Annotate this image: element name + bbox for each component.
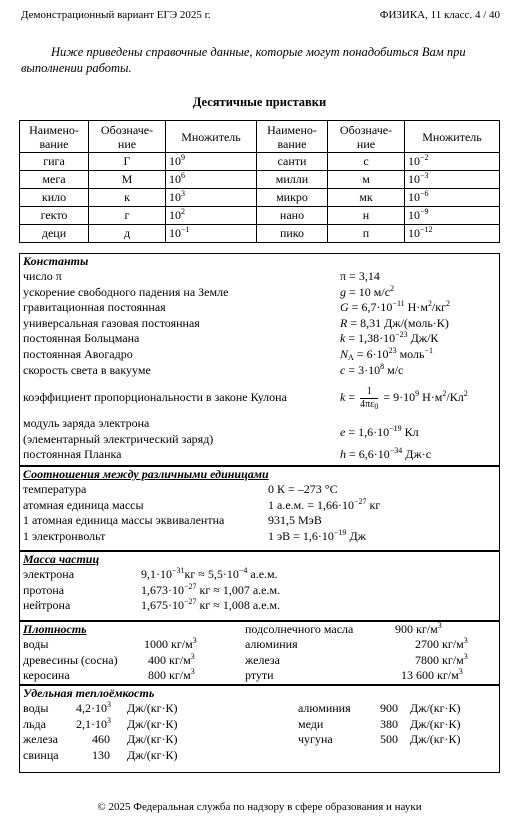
constants-box <box>19 253 500 466</box>
heat-box <box>19 685 500 773</box>
prefixes-header-row <box>20 121 500 153</box>
prefix-symbol: мк <box>328 189 405 207</box>
prefix-name: гига <box>20 153 89 171</box>
density-row: воды 1000 $кг/м^3$ алюминия 2700 $кг/м^3$ <box>23 636 468 651</box>
density-row: Плотность подсолнечного масла 900 $кг/м^3$ <box>23 621 442 636</box>
mass-row: электрона $9,1\cdot 10^{-31}кг \approx 5,5\cdot 10^{-4}$ а.е.м. <box>23 566 278 581</box>
constant-row: (элементарный электрический заряд) $e = 1,6\cdot 10^{-19}$ Кл <box>23 423 419 446</box>
conversions-box <box>19 466 500 551</box>
prefix-name: санти <box>257 153 328 171</box>
prefix-symbol: м <box>328 171 405 189</box>
constant-row: постоянная Больцмана $k = 1,38\cdot 10^{-23}$ Дж/К <box>23 330 439 346</box>
density-row: древесины (сосна) 400 $кг/м^3$ железа 7800 $кг/м^3$ <box>23 651 468 667</box>
prefix-row <box>20 207 500 225</box>
col-header: Обозначе-ние <box>328 121 405 153</box>
page-footer: © 2025 Федеральная служба по надзору в сфере образования и науки <box>97 801 422 813</box>
header-left: Демонстрационный вариант ЕГЭ 2025 г. <box>21 9 211 21</box>
prefix-name: нано <box>257 207 328 225</box>
prefix-symbol: п <box>328 225 405 243</box>
heat-row: воды $4,2\cdot 10^3$ Дж/(кг·К) алюминия 900 Дж/(кг·К) <box>23 700 461 715</box>
masses-box <box>19 551 500 621</box>
mass-row: протона $1,673\cdot 10^{-27}$ кг ≈ 1,007 а.е.м. <box>23 581 281 597</box>
constant-row: коэффициент пропорциональности в законе Кулона k = $\frac{1}{4\pi\varepsilon_0}$ = $9\cdot 10^9$ $Н\cdot м^2/Кл^2$ <box>23 385 468 411</box>
prefix-multiplier: $10^{-2}$ <box>405 153 500 171</box>
conversion-row: 1 электронвольт 1 эВ = $1,6\cdot 10^{-19}$ Дж <box>23 527 366 543</box>
prefix-name: милли <box>257 171 328 189</box>
prefix-symbol: г <box>89 207 166 225</box>
prefix-multiplier: $10^{-9}$ <box>405 207 500 225</box>
prefix-symbol: д <box>89 225 166 243</box>
prefix-row <box>20 171 500 189</box>
prefix-symbol: с <box>328 153 405 171</box>
mass-row: нейтрона $1,675\cdot 10^{-27}$ кг ≈ 1,008 а.е.м. <box>23 597 281 613</box>
col-header: Обозначе-ние <box>89 121 166 153</box>
masses-title: Масса частиц <box>23 552 100 566</box>
prefix-name: кило <box>20 189 89 207</box>
prefix-multiplier: $10^{-12}$ <box>405 225 500 243</box>
conversion-row: 1 атомная единица массы эквивалентна 931,5 МэВ <box>23 513 322 528</box>
prefix-symbol: к <box>89 189 166 207</box>
constant-row: постоянная Авогадро $N_A = 6\cdot 10^{23}$ моль$^{-1}$ <box>23 345 433 362</box>
prefix-multiplier: $10^6$ <box>166 171 257 189</box>
prefixes-title: Десятичные приставки <box>192 95 327 109</box>
col-header: Множитель <box>166 121 257 153</box>
prefix-name: пико <box>257 225 328 243</box>
conversions-title: Соотношения между различными единицами <box>23 467 269 481</box>
prefix-symbol: М <box>89 171 166 189</box>
heat-row: льда $2,1\cdot 10^3$ Дж/(кг·К) меди 380 Дж/(кг·К) <box>23 715 461 731</box>
prefix-symbol: Г <box>89 153 166 171</box>
constant-row: модуль заряда электрона <box>23 416 150 431</box>
prefix-row <box>20 225 500 243</box>
prefix-multiplier: $10^{-6}$ <box>405 189 500 207</box>
prefix-symbol: н <box>328 207 405 225</box>
constant-row: гравитационная постоянная $G = 6,7\cdot 10^{-11}$ $Н\cdot м^2/кг^2$ <box>23 299 451 315</box>
prefix-row <box>20 189 500 207</box>
prefix-multiplier: $10^2$ <box>166 207 257 225</box>
prefixes-table <box>19 120 500 243</box>
density-row: керосина 800 $кг/м^3$ ртути 13 600 $кг/м^3$ <box>23 667 463 683</box>
prefix-multiplier: $10^9$ <box>166 153 257 171</box>
constant-row: скорость света в вакууме $c = 3\cdot 10^8$ м/с <box>23 361 404 377</box>
heat-title: Удельная теплоёмкость <box>23 686 155 700</box>
col-header: Множитель <box>405 121 500 153</box>
prefix-row <box>20 153 500 171</box>
prefix-name: гекто <box>20 207 89 225</box>
prefix-multiplier: $10^{-3}$ <box>405 171 500 189</box>
heat-row: железа 460 Дж/(кг·К) чугуна 500 Дж/(кг·К) <box>23 732 461 747</box>
prefix-name: деци <box>20 225 89 243</box>
header-right: ФИЗИКА, 11 класс. 4 / 40 <box>379 9 500 21</box>
prefix-name: микро <box>257 189 328 207</box>
col-header: Наимено-вание <box>257 121 328 153</box>
constant-row: ускорение свободного падения на Земле g = 10 $м/с^2$ <box>23 283 395 299</box>
constant-row: универсальная газовая постоянная R = 8,31 Дж/(моль·К) <box>23 315 449 330</box>
constants-title: Константы <box>23 254 89 268</box>
prefix-multiplier: $10^3$ <box>166 189 257 207</box>
conversion-row: атомная единица массы 1 а.е.м. = $1,66\cdot 10^{-27}$ кг <box>23 496 381 512</box>
col-header: Наимено-вание <box>20 121 89 153</box>
prefix-name: мега <box>20 171 89 189</box>
intro-text: Ниже приведены справочные данные, которые могут понадобиться Вам при выполнении работы. <box>21 45 466 75</box>
prefix-multiplier: $10^{-1}$ <box>166 225 257 243</box>
conversion-row: температура 0 К = –273 °С <box>23 482 338 496</box>
heat-row: свинца 130 Дж/(кг·К) <box>23 747 178 762</box>
density-box <box>19 621 500 685</box>
constant-row: постоянная Планка $h = 6,6\cdot 10^{-34}$ Дж·с <box>23 446 432 462</box>
constant-row: число π π = 3,14 <box>23 269 380 283</box>
page-header <box>21 9 500 23</box>
